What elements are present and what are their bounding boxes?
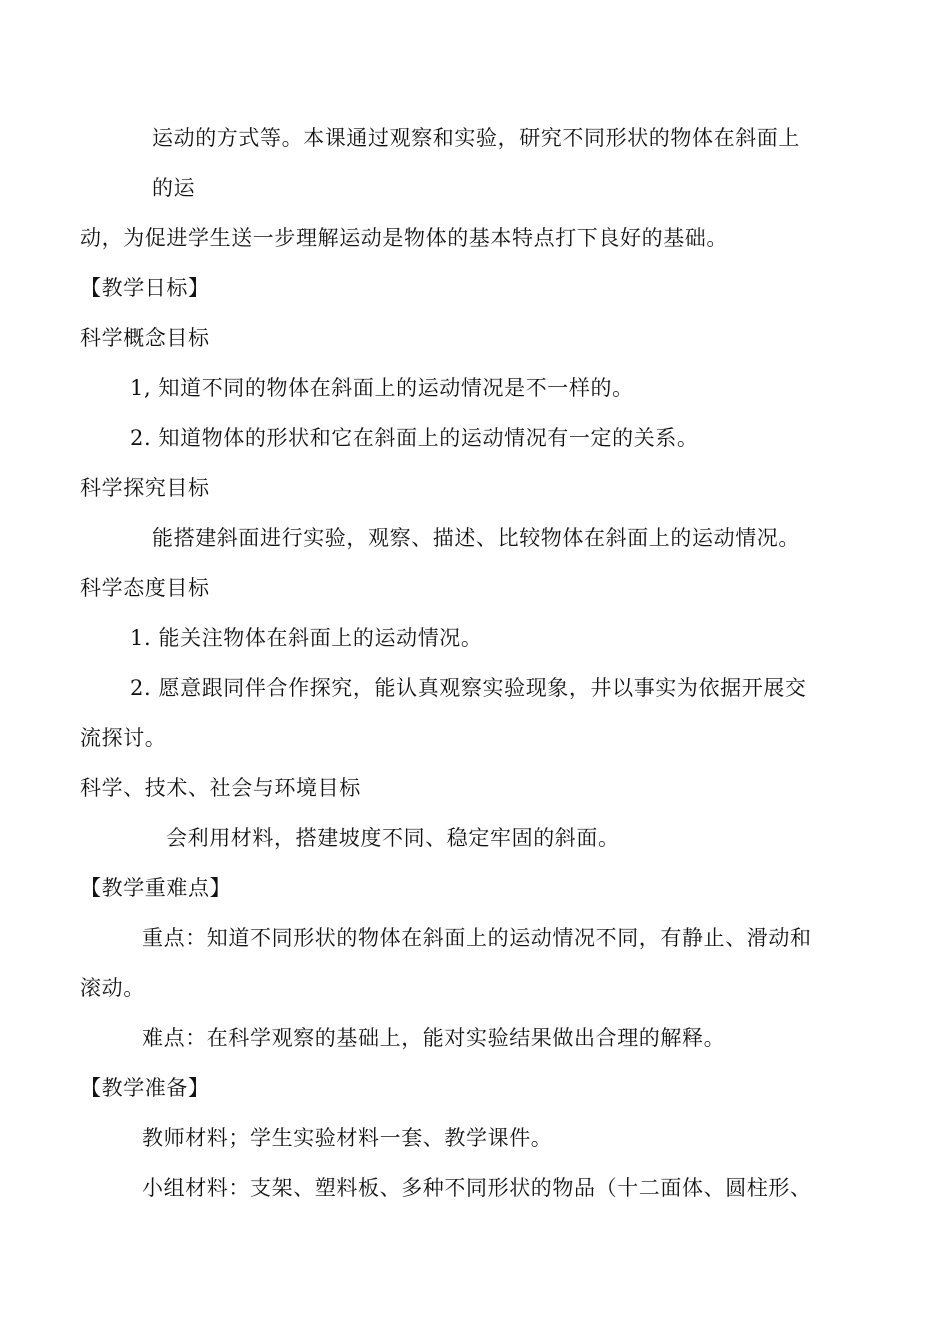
paragraph-line: 重点：知道不同形状的物体在斜面上的运动情况不同，有静止、滑动和	[142, 926, 812, 950]
paragraph-line: 流探讨。	[80, 726, 167, 750]
section-heading: 【教学重难点】	[80, 876, 232, 900]
paragraph-line: 运动的方式等。本课通过观察和实验，研究不同形状的物体在斜面上	[152, 126, 800, 150]
paragraph-line: 教师材料；学生实验材料一套、教学课件。	[142, 1126, 553, 1150]
list-item: 2. 知道物体的形状和它在斜面上的运动情况有一定的关系。	[130, 426, 699, 450]
paragraph-line: 难点：在科学观察的基础上，能对实验结果做出合理的解释。	[142, 1026, 726, 1050]
section-heading: 【教学日标】	[80, 276, 210, 300]
paragraph-line: 的运	[152, 176, 196, 200]
subsection-heading: 科学态度目标	[80, 576, 210, 600]
paragraph-line: 小组材料：支架、塑料板、多种不同形状的物品（十二面体、圆柱形、	[142, 1176, 812, 1200]
subsection-heading: 科学探究目标	[80, 476, 210, 500]
list-item: 2. 愿意跟同伴合作探究，能认真观察实验现象，井以事实为依据开展交	[130, 676, 807, 700]
list-item: 1, 知道不同的物体在斜面上的运动情况是不一样的。	[130, 376, 634, 400]
paragraph-line: 能搭建斜面进行实验，观察、描述、比较物体在斜面上的运动情况。	[152, 526, 800, 550]
paragraph-line: 动，为促进学生送一步理解运动是物体的基本特点打下良好的基础。	[80, 226, 728, 250]
subsection-heading: 科学、技术、社会与环境目标	[80, 776, 361, 800]
list-item: 1. 能关注物体在斜面上的运动情况。	[130, 626, 483, 650]
section-heading: 【教学准备】	[80, 1076, 210, 1100]
paragraph-line: 会利用材料，搭建坡度不同、稳定牢固的斜面。	[166, 826, 620, 850]
paragraph-line: 滚动。	[80, 976, 145, 1000]
subsection-heading: 科学概念目标	[80, 326, 210, 350]
